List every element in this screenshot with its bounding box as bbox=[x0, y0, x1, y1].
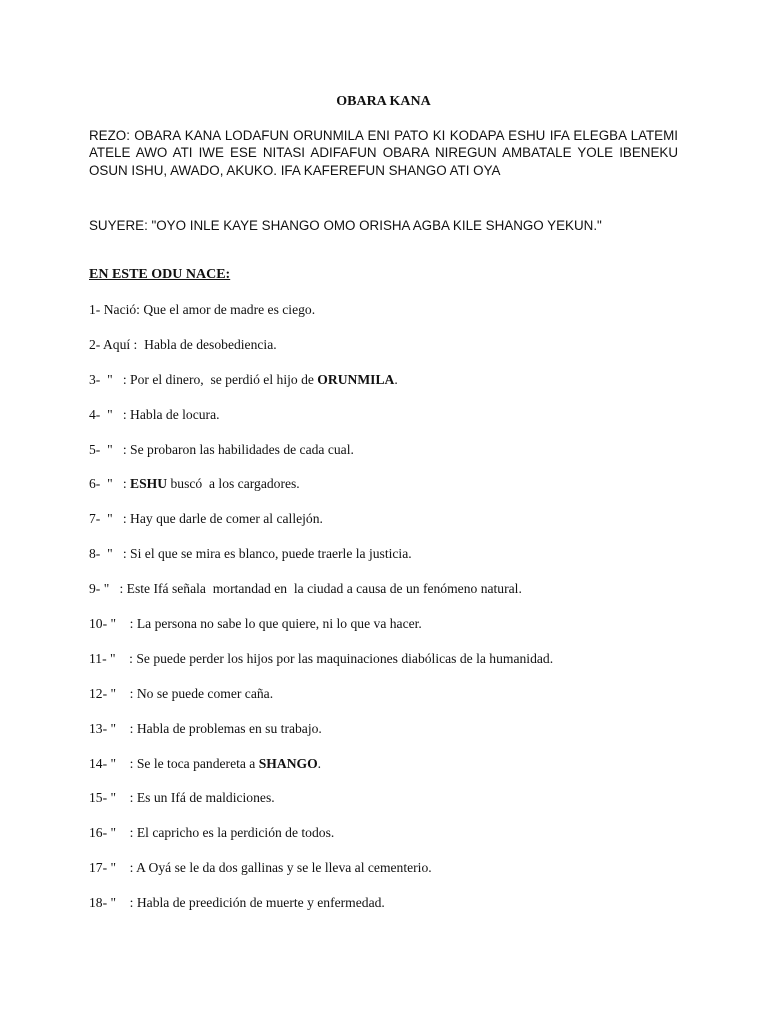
list-item bbox=[89, 684, 689, 719]
item-prefix: 16- " : bbox=[89, 825, 137, 841]
item-prefix: 13- " : bbox=[89, 720, 137, 736]
list-item bbox=[89, 300, 689, 335]
item-text: Habla de locura. bbox=[130, 406, 220, 422]
list-item bbox=[89, 440, 689, 475]
item-text: Habla de problemas en su trabajo. bbox=[136, 720, 322, 736]
list-item bbox=[89, 754, 689, 789]
item-prefix: 12- " : bbox=[89, 685, 137, 701]
item-prefix: 5- " : bbox=[89, 441, 131, 457]
list-item bbox=[89, 858, 689, 893]
item-after: . bbox=[394, 371, 398, 387]
item-prefix: 4- " : bbox=[89, 406, 131, 422]
list-item bbox=[89, 823, 689, 858]
item-prefix: 8- " : bbox=[89, 546, 131, 562]
list-item bbox=[89, 788, 689, 823]
item-text: Se probaron las habilidades de cada cual. bbox=[130, 441, 354, 457]
list-item bbox=[89, 893, 689, 928]
item-text: Habla de desobediencia. bbox=[144, 336, 277, 352]
item-text: El capricho es la perdición de todos. bbox=[136, 825, 335, 841]
item-prefix: 18- " : bbox=[89, 895, 137, 911]
item-text: Este Ifá señala mortandad en la ciudad a causa de un fenómeno natural. bbox=[126, 581, 522, 597]
list-item bbox=[89, 614, 689, 649]
item-prefix: 2- Aquí : bbox=[89, 336, 145, 352]
item-after: . bbox=[317, 755, 322, 771]
item-text: La persona no sabe lo que quiere, ni lo que va hacer. bbox=[136, 616, 422, 632]
section-heading: EN ESTE ODU NACE: bbox=[89, 267, 231, 282]
list-item bbox=[89, 649, 689, 684]
item-text: A Oyá se le da dos gallinas y se le lleva al cementerio. bbox=[136, 860, 432, 876]
item-text: Que el amor de madre es ciego. bbox=[143, 302, 316, 317]
item-text: Se le toca pandereta a bbox=[136, 755, 259, 771]
item-prefix: 17- " : bbox=[89, 860, 137, 876]
item-text: Es un Ifá de maldiciones. bbox=[136, 790, 275, 806]
item-prefix: 14- " : bbox=[89, 755, 137, 771]
list-item bbox=[89, 335, 689, 370]
list-item bbox=[89, 405, 689, 440]
item-prefix: 1- Nació: bbox=[89, 302, 144, 317]
item-prefix: 7- " : bbox=[89, 511, 131, 527]
item-bold-text: ORUNMILA bbox=[317, 371, 395, 387]
suyere-paragraph: SUYERE: "OYO INLE KAYE SHANGO OMO ORISHA AGBA KILE SHANGO YEKUN." bbox=[89, 218, 602, 233]
rezo-paragraph: REZO: OBARA KANA LODAFUN ORUNMILA ENI PATO KI KODAPA ESHU IFA ELEGBA LATEMI ATELE AWO ATI IWE ESE NITASI ADIFAFUN OBARA NIREGUN AMBATALE YOLE IBENEKU OSUN ISHU, AWADO, AKUKO. IFA KAFEREFUN SHANGO ATI OYA bbox=[89, 128, 678, 178]
item-text: Por el dinero, se perdió el hijo de bbox=[130, 371, 318, 387]
item-text: Hay que darle de comer al callejón. bbox=[130, 511, 323, 527]
item-bold-text: SHANGO bbox=[258, 755, 318, 771]
document-title: OBARA KANA bbox=[336, 94, 431, 109]
item-bold-text: ESHU bbox=[130, 476, 168, 492]
item-text: Habla de preedición de muerte y enfermedad. bbox=[136, 895, 385, 911]
item-prefix: 15- " : bbox=[89, 790, 137, 806]
list-item bbox=[89, 719, 689, 754]
list-item bbox=[89, 370, 689, 405]
list-item bbox=[89, 579, 689, 614]
item-text: No se puede comer caña. bbox=[136, 685, 274, 701]
item-prefix: 6- " : bbox=[89, 476, 131, 492]
list-item bbox=[89, 509, 689, 544]
item-prefix: 10- " : bbox=[89, 616, 137, 632]
item-text: Se puede perder los hijos por las maquinaciones diabólicas de la humanidad. bbox=[136, 650, 554, 666]
item-prefix: 3- " : bbox=[89, 371, 131, 387]
list-item bbox=[89, 544, 689, 579]
item-text: Si el que se mira es blanco, puede traerle la justicia. bbox=[130, 546, 412, 562]
item-prefix: 11- " : bbox=[89, 650, 137, 666]
list-item bbox=[89, 474, 689, 509]
item-prefix: 9- " : bbox=[89, 581, 127, 597]
odu-items-list bbox=[89, 300, 689, 928]
item-after: buscó a los cargadores. bbox=[167, 476, 300, 492]
